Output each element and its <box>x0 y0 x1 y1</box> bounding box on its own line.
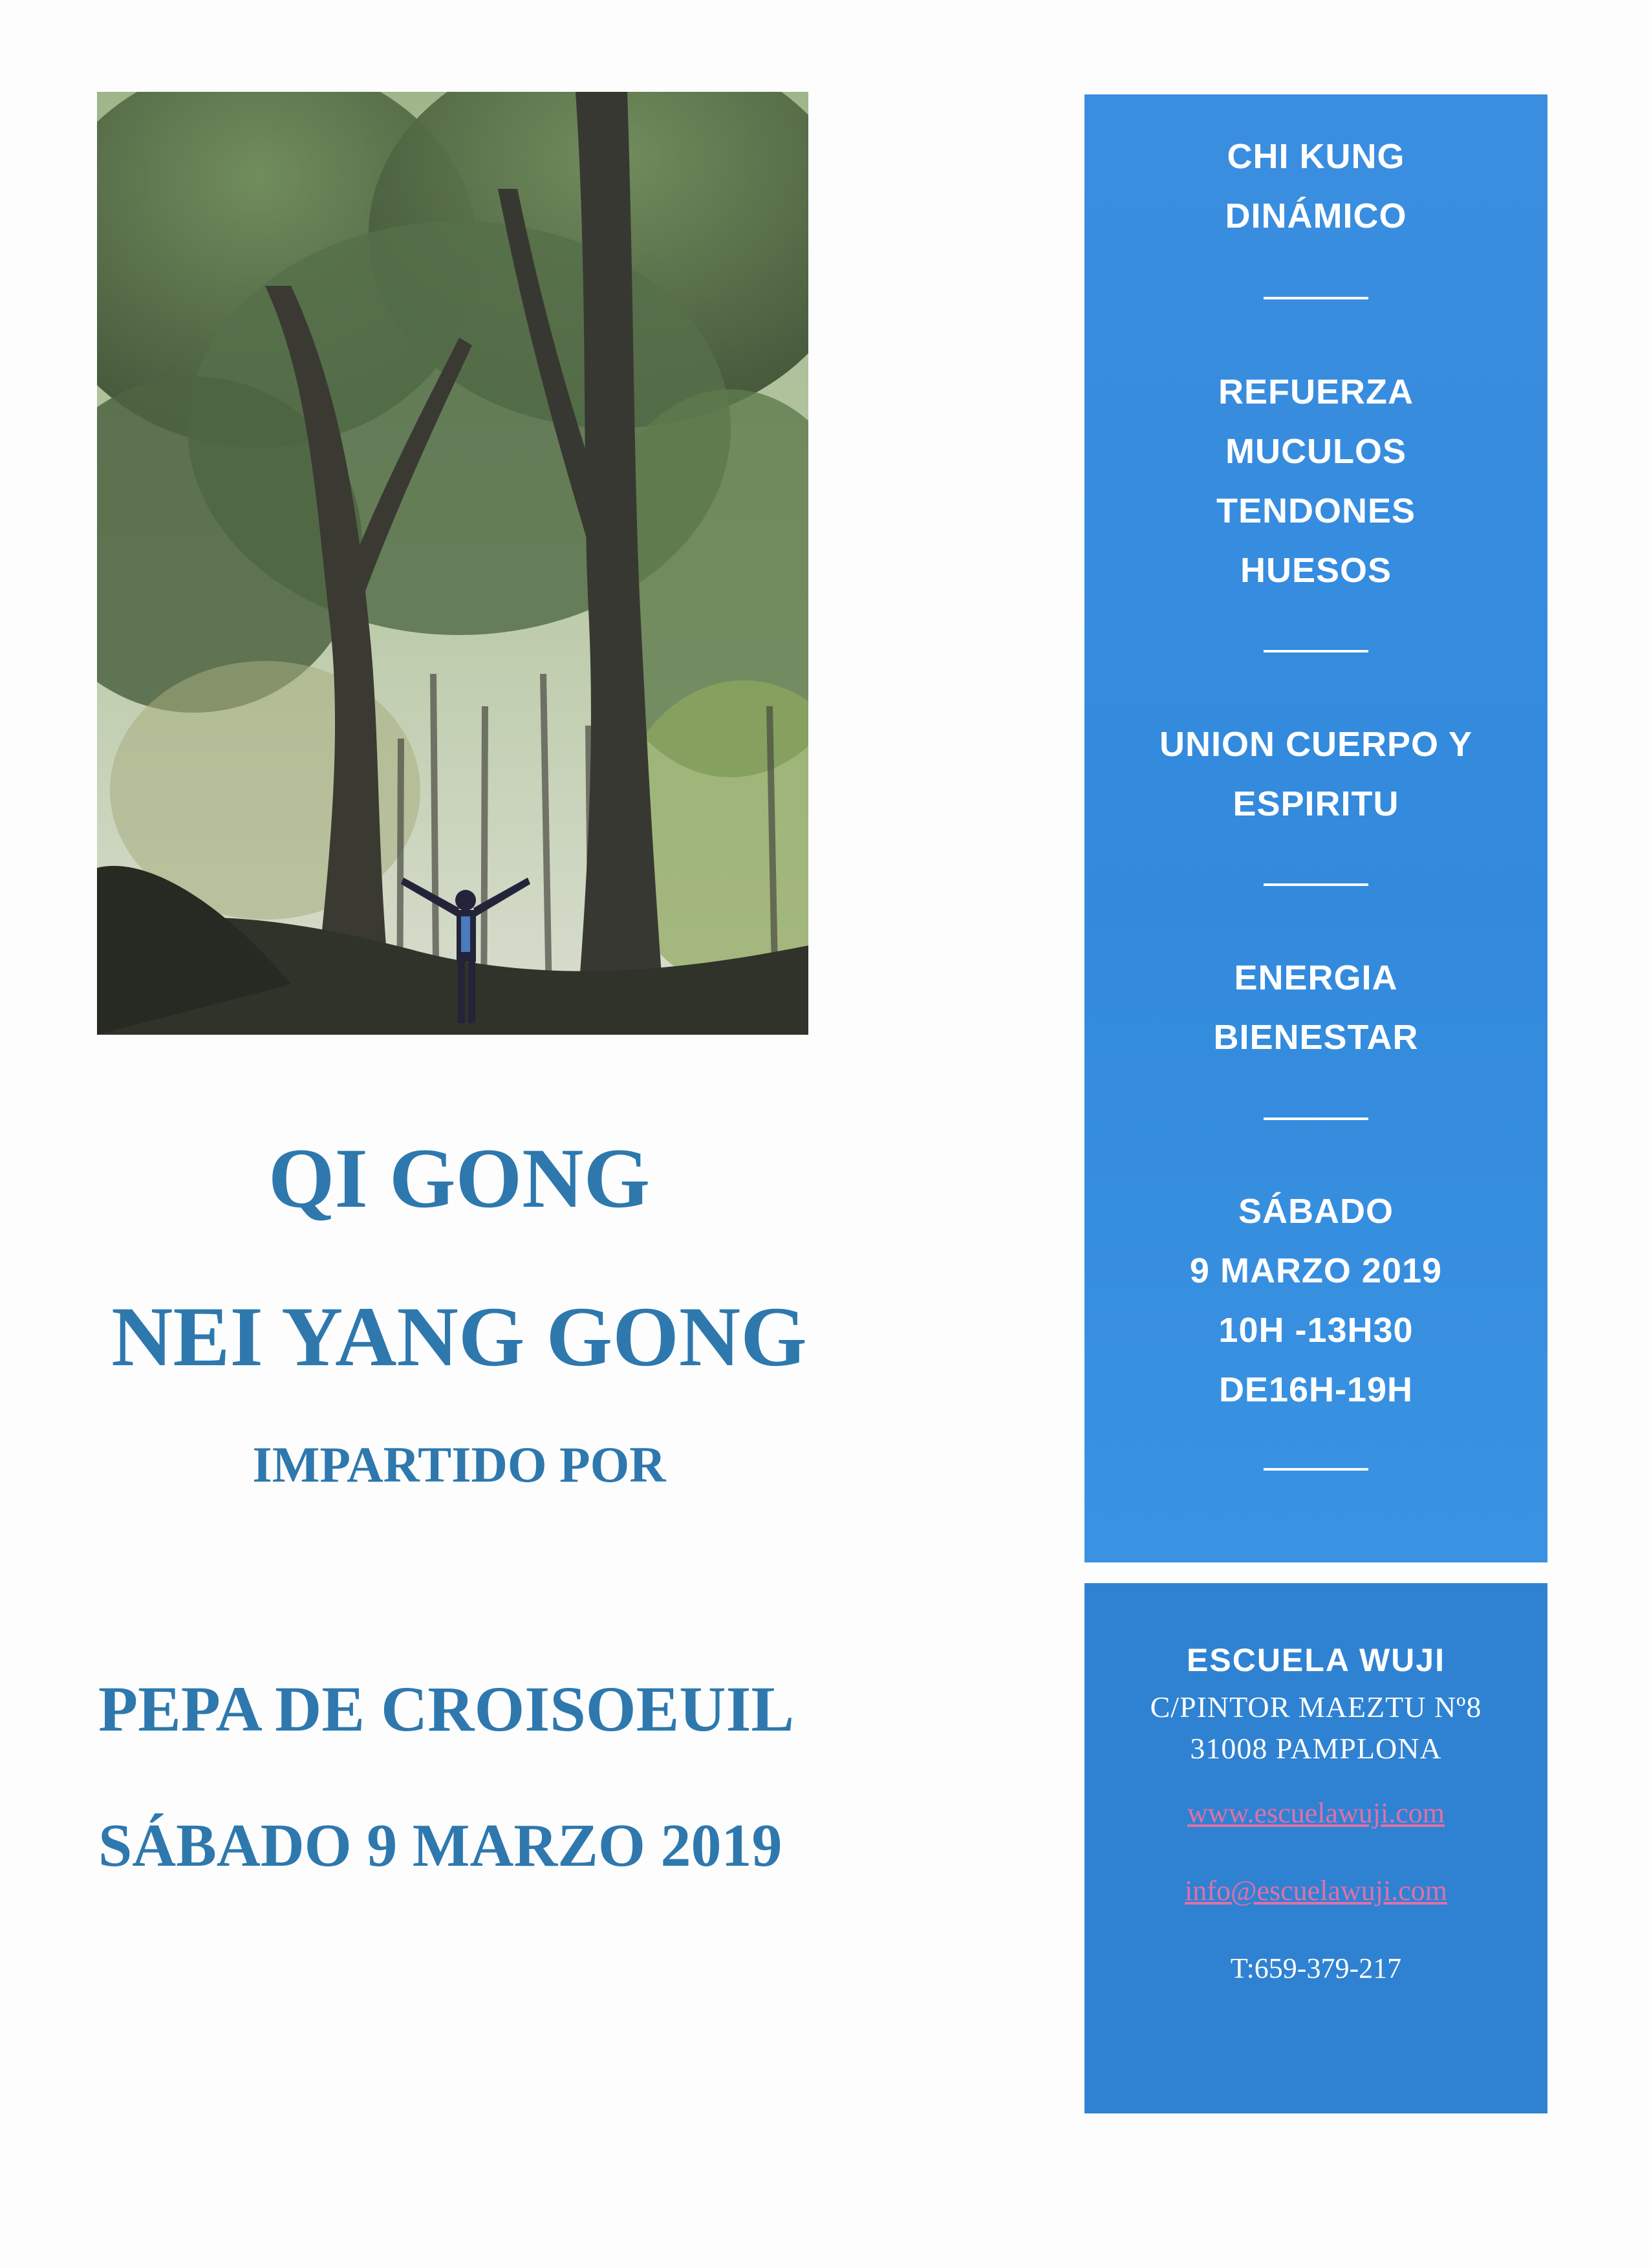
energia-line-2: BIENESTAR <box>1213 1018 1419 1057</box>
divider <box>1264 650 1368 653</box>
title-qi-gong: QI GONG <box>268 1130 651 1226</box>
refuerza-line-1: REFUERZA <box>1218 373 1414 411</box>
divider <box>1264 883 1368 886</box>
union-section <box>1084 715 1547 834</box>
title-nei-yang-gong: NEI YANG GONG <box>111 1289 807 1384</box>
email-link[interactable]: info@escuelawuji.com <box>1185 1875 1447 1906</box>
chi-kung-line-2: DINÁMICO <box>1225 197 1407 235</box>
divider <box>1264 1118 1368 1120</box>
energia-section <box>1084 948 1547 1067</box>
address-line-2: 31008 PAMPLONA <box>1190 1732 1442 1765</box>
union-line-2: ESPIRITU <box>1233 784 1399 823</box>
chi-kung-section <box>1084 127 1547 246</box>
event-date: SÁBADO 9 MARZO 2019 <box>98 1812 782 1879</box>
refuerza-line-4: HUESOS <box>1240 551 1392 590</box>
divider <box>1264 1468 1368 1471</box>
phone-number: T:659-379-217 <box>1230 1952 1402 1984</box>
schedule-line-4: DE16H-19H <box>1218 1370 1414 1409</box>
chi-kung-line-1: CHI KUNG <box>1227 137 1405 176</box>
info-panel <box>1084 94 1547 1562</box>
forest-photo <box>97 92 808 1035</box>
address-line-1: C/PINTOR MAEZTU Nº8 <box>1150 1690 1482 1723</box>
teacher-name: PEPA DE CROISOEUIL <box>98 1673 795 1745</box>
impartido-por-label: IMPARTIDO POR <box>252 1436 666 1493</box>
website-link[interactable]: www.escuelawuji.com <box>1187 1797 1445 1829</box>
refuerza-line-3: TENDONES <box>1216 491 1416 530</box>
schedule-line-3: 10H -13H30 <box>1218 1311 1414 1350</box>
school-name: ESCUELA WUJI <box>1187 1642 1445 1678</box>
contact-panel <box>1084 1583 1547 2113</box>
refuerza-section <box>1084 362 1547 600</box>
address <box>1084 1687 1547 1769</box>
forest-illustration <box>97 92 808 1035</box>
schedule-line-1: SÁBADO <box>1238 1192 1394 1231</box>
energia-line-1: ENERGIA <box>1234 958 1398 997</box>
divider <box>1264 297 1368 299</box>
schedule-line-2: 9 MARZO 2019 <box>1189 1251 1443 1290</box>
union-line-1: UNION CUERPO Y <box>1159 725 1473 764</box>
schedule-section <box>1084 1182 1547 1420</box>
refuerza-line-2: MUCULOS <box>1225 432 1406 471</box>
